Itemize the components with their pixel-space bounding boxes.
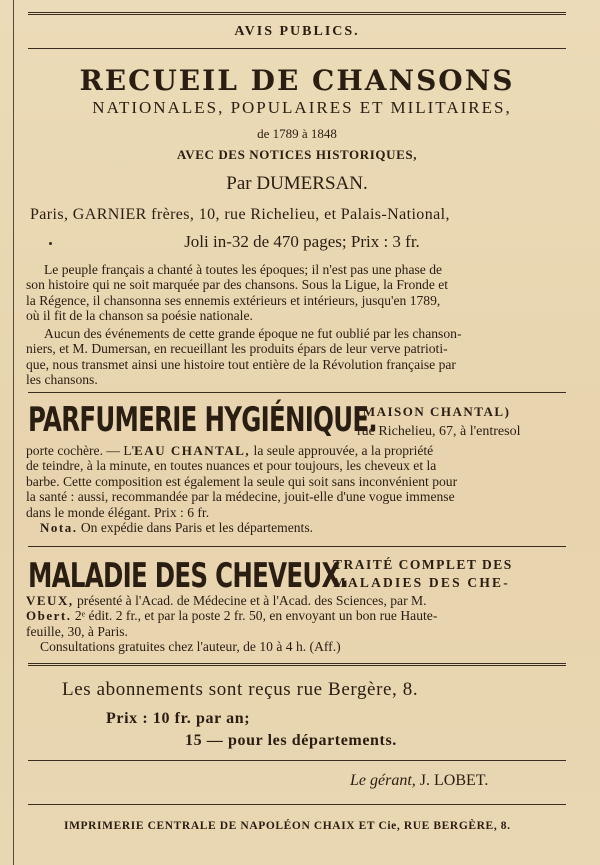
nota-text: On expédie dans Paris et les départements. [77, 520, 314, 536]
paragraph-line [26, 608, 572, 623]
left-margin-line [13, 0, 14, 865]
traite-line-1: TRAITÉ COMPLET DES [333, 557, 513, 572]
separator-rule [28, 546, 566, 547]
paragraph-line: la Régence, il chansonna ses ennemis extérieurs et intérieurs, jusqu'en 1789, [26, 292, 441, 308]
abonnements-line: Les abonnements sont reçus rue Bergère, 8. [62, 679, 419, 700]
text-fragment: la seule approuvée, a la propriété [250, 443, 434, 458]
nota-label: Nota. [40, 520, 78, 536]
product-name: EAU CHANTAL, [134, 443, 251, 458]
traite-line-2: MALADIES DES CHE- [333, 575, 510, 590]
paragraph-line: les chansons. [26, 372, 98, 388]
author-obert: Obert. [26, 608, 72, 624]
section-title: AVIS PUBLICS. [234, 24, 360, 39]
paragraph-line: que, nous transmet ainsi une histoire tout entière de la Révolution française par [26, 356, 456, 372]
paragraph-line: Aucun des événements de cette grande époque ne fut oublié par les chanson- [44, 326, 462, 341]
parfumerie-body [26, 443, 572, 535]
book-description-paragraph-2 [26, 326, 572, 388]
book-years: de 1789 à 1848 [257, 126, 337, 141]
printer-imprint: IMPRIMERIE CENTRALE DE NAPOLÉON CHAIX ET Cie, RUE BERGÈRE, 8. [64, 820, 511, 832]
paragraph-line: son histoire qui ne soit marquée par des chansons. Sous la Ligue, la Fronde et [26, 277, 449, 293]
text-fragment: présenté à l'Acad. de Médecine et à l'Acad. des Sciences, par M. [73, 593, 427, 608]
parfumerie-maison: (MAISON CHANTAL) [357, 404, 511, 419]
paragraph-line: feuille, 30, à Paris. [26, 623, 128, 639]
footer-double-rule [28, 663, 566, 668]
book-publisher-address: Paris, GARNIER frères, 10, rue Richelieu, et Palais-National, [30, 206, 450, 223]
price-line-1: Prix : 10 fr. par an; [106, 710, 251, 727]
paragraph-line: où il fit de la chanson sa poésie nationale. [26, 308, 253, 324]
price-line-2: 15 — pour les départements. [185, 732, 397, 749]
paragraph-line [26, 593, 572, 608]
paragraph-line: barbe. Cette composition est également la seule qui soit sans inconvénient pour [26, 473, 458, 489]
gerant-label: Le gérant, [350, 772, 416, 789]
nota-line [26, 520, 572, 535]
top-double-rule [28, 12, 566, 17]
cheveux-body [26, 593, 572, 655]
book-subtitle: NATIONALES, POPULAIRES ET MILITAIRES, [92, 98, 512, 117]
imprint-rule [28, 804, 566, 805]
cheveux-title: MALADIE DES CHEVEUX. [28, 556, 349, 596]
parfumerie-title: PARFUMERIE HYGIÉNIQUE. [28, 400, 377, 440]
veux-label: VEUX, [26, 593, 74, 608]
consultations-line: Consultations gratuites chez l'auteur, de 10 à 4 h. (Aff.) [40, 639, 341, 655]
separator-rule [28, 392, 566, 393]
book-author: Par DUMERSAN. [226, 173, 368, 194]
text-fragment: porte cochère. — L' [26, 443, 135, 458]
book-notices: AVEC DES NOTICES HISTORIQUES, [176, 147, 418, 162]
paragraph-line: Le peuple français a chanté à toutes les époques; il n'est pas une phase de [44, 262, 443, 277]
book-description-paragraph-1 [26, 262, 572, 324]
text-fragment: 2ᵉ édit. 2 fr., et par la poste 2 fr. 50, en envoyant un bon rue Haute- [71, 608, 438, 624]
parfumerie-address: rue Richelieu, 67, à l'entresol [357, 424, 521, 439]
footer-rule [28, 760, 566, 761]
gerant-name: J. LOBET. [415, 772, 489, 789]
paragraph-line [26, 443, 572, 458]
paragraph-line: niers, et M. Dumersan, en recueillant les produits épars de leur verve patrioti- [26, 341, 448, 357]
paragraph-line: de teindre, à la minute, en toutes nuances et pour toujours, les cheveux et la [26, 458, 437, 474]
book-title: RECUEIL DE CHANSONS [79, 64, 515, 97]
book-format-price: Joli in-32 de 470 pages; Prix : 3 fr. [184, 232, 420, 251]
section-rule [28, 48, 566, 49]
paragraph-line: dans le monde élégant. Prix : 6 fr. [26, 504, 210, 520]
paragraph-line: la santé : aussi, recommandée par la médecine, jouit-elle d'une vogue immense [26, 489, 455, 505]
gerant-line [350, 772, 488, 790]
